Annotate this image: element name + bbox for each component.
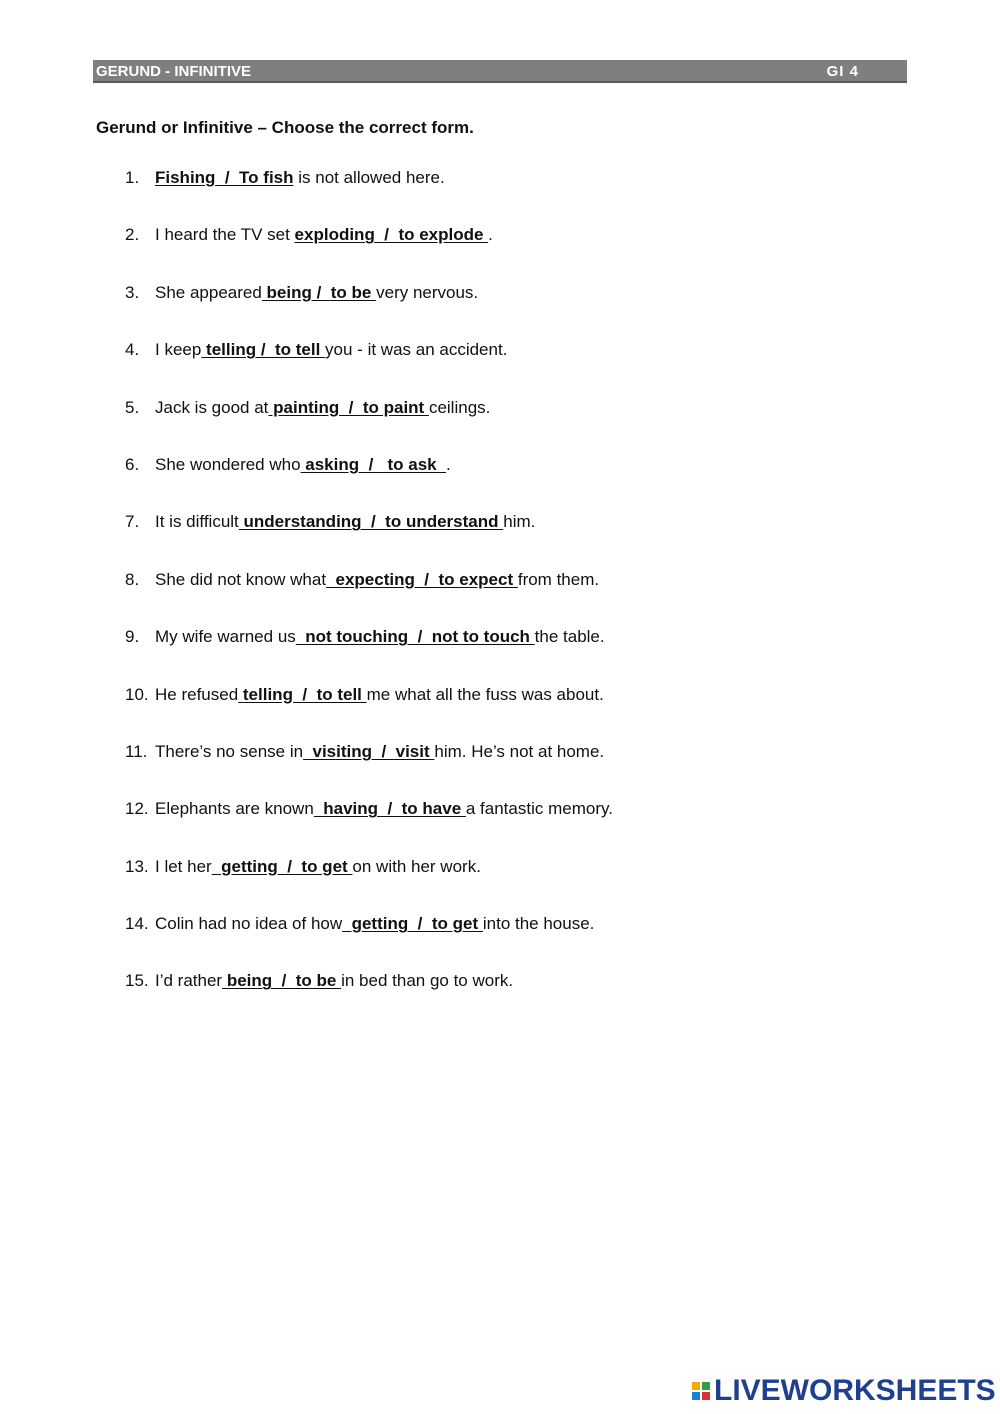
choice-options[interactable]: getting / to get bbox=[211, 856, 353, 876]
item-number: 8. bbox=[125, 569, 140, 589]
logo-block bbox=[692, 1392, 700, 1400]
instruction-heading: Gerund or Infinitive – Choose the correct form. bbox=[96, 118, 474, 137]
item-text-after: . bbox=[446, 454, 451, 474]
item-text-before: My wife warned us bbox=[155, 627, 296, 647]
item-text-after: . bbox=[488, 225, 493, 245]
exercise-item-9 bbox=[125, 625, 613, 682]
choice-options[interactable]: not touching / not to touch bbox=[295, 627, 535, 647]
item-number: 13. bbox=[125, 856, 149, 876]
item-text-after: the table. bbox=[534, 627, 605, 647]
item-number: 14. bbox=[125, 914, 149, 934]
item-number: 11. bbox=[125, 741, 148, 761]
item-text-before: She did not know what bbox=[155, 569, 327, 589]
logo-block bbox=[702, 1382, 710, 1390]
header-code: GI 4 bbox=[826, 63, 859, 80]
logo-blocks-icon bbox=[692, 1382, 710, 1400]
item-number: 4. bbox=[125, 340, 140, 360]
item-text-after: him. bbox=[503, 512, 536, 532]
item-number: 12. bbox=[125, 799, 149, 819]
item-number: 9. bbox=[125, 627, 140, 647]
item-number: 1. bbox=[125, 168, 140, 187]
exercise-item-7 bbox=[125, 510, 613, 567]
choice-options[interactable]: having / to have bbox=[313, 799, 466, 819]
choice-options[interactable]: exploding / to explode bbox=[294, 225, 489, 245]
header-title: GERUND - INFINITIVE bbox=[96, 63, 252, 80]
item-text-after: on with her work. bbox=[352, 856, 481, 876]
item-number: 3. bbox=[125, 282, 140, 302]
item-text-before: She appeared bbox=[155, 282, 262, 302]
item-text-before: It is difficult bbox=[155, 512, 239, 532]
exercise-item-2 bbox=[125, 223, 613, 280]
item-text-before: She wondered who bbox=[155, 454, 301, 474]
item-text-before: I heard the TV set bbox=[155, 225, 295, 245]
exercise-item-5 bbox=[125, 396, 613, 453]
item-text-before: Colin had no idea of how bbox=[155, 914, 343, 934]
choice-options[interactable]: getting / to get bbox=[342, 914, 483, 934]
choice-options[interactable]: telling / to tell bbox=[238, 684, 367, 704]
item-text-before: He refused bbox=[155, 684, 239, 704]
item-text-before: I’d rather bbox=[155, 971, 223, 991]
item-text-after: him. He’s not at home. bbox=[434, 741, 605, 761]
exercise-item-12 bbox=[125, 797, 613, 854]
item-text-before: Jack is good at bbox=[155, 397, 269, 417]
item-text-before: I let her bbox=[155, 856, 212, 876]
exercise-item-10 bbox=[125, 683, 613, 740]
exercise-item-8 bbox=[125, 568, 613, 625]
logo-text: LIVEWORKSHEETS bbox=[714, 1374, 996, 1407]
item-text-after: me what all the fuss was about. bbox=[366, 684, 604, 704]
exercise-item-13 bbox=[125, 855, 613, 912]
liveworksheets-logo[interactable] bbox=[692, 1374, 996, 1408]
item-text-before: Elephants are known bbox=[155, 799, 314, 819]
logo-block bbox=[702, 1392, 710, 1400]
exercise-item-14 bbox=[125, 912, 613, 969]
choice-options[interactable]: expecting / to expect bbox=[326, 569, 518, 589]
exercise-item-4 bbox=[125, 338, 613, 395]
item-text-before: There’s no sense in bbox=[155, 741, 304, 761]
item-text-after: you - it was an accident. bbox=[325, 340, 508, 360]
exercise-item-3 bbox=[125, 281, 613, 338]
choice-options[interactable]: being / to be bbox=[222, 971, 342, 991]
item-text-after: in bed than go to work. bbox=[341, 971, 514, 991]
header-bar bbox=[93, 60, 907, 83]
exercise-item-15 bbox=[125, 969, 613, 1026]
choice-options[interactable]: Fishing / To fish bbox=[155, 168, 294, 187]
choice-options[interactable]: asking / to ask bbox=[300, 454, 447, 474]
exercise-item-1 bbox=[125, 166, 613, 223]
item-text-before: I keep bbox=[155, 340, 202, 360]
exercise-list bbox=[125, 166, 613, 1027]
item-text-after: ceilings. bbox=[428, 397, 491, 417]
choice-options[interactable]: telling / to tell bbox=[201, 340, 326, 360]
item-number: 7. bbox=[125, 512, 140, 532]
choice-options[interactable]: being / to be bbox=[261, 282, 377, 302]
item-text-after: a fantastic memory. bbox=[465, 799, 613, 819]
item-text-after: from them. bbox=[517, 569, 600, 589]
choice-options[interactable]: painting / to paint bbox=[268, 397, 429, 417]
item-text-after: into the house. bbox=[482, 914, 595, 934]
item-number: 5. bbox=[125, 397, 140, 417]
item-number: 15. bbox=[125, 971, 149, 991]
item-text-after: very nervous. bbox=[376, 282, 479, 302]
item-number: 2. bbox=[125, 225, 140, 245]
logo-block bbox=[692, 1382, 700, 1390]
exercise-item-11 bbox=[125, 740, 613, 797]
item-number: 10. bbox=[125, 684, 149, 704]
item-text-after: is not allowed here. bbox=[293, 168, 445, 187]
item-number: 6. bbox=[125, 454, 140, 474]
choice-options[interactable]: understanding / to understand bbox=[238, 512, 504, 532]
choice-options[interactable]: visiting / visit bbox=[303, 741, 435, 761]
exercise-item-6 bbox=[125, 453, 613, 510]
